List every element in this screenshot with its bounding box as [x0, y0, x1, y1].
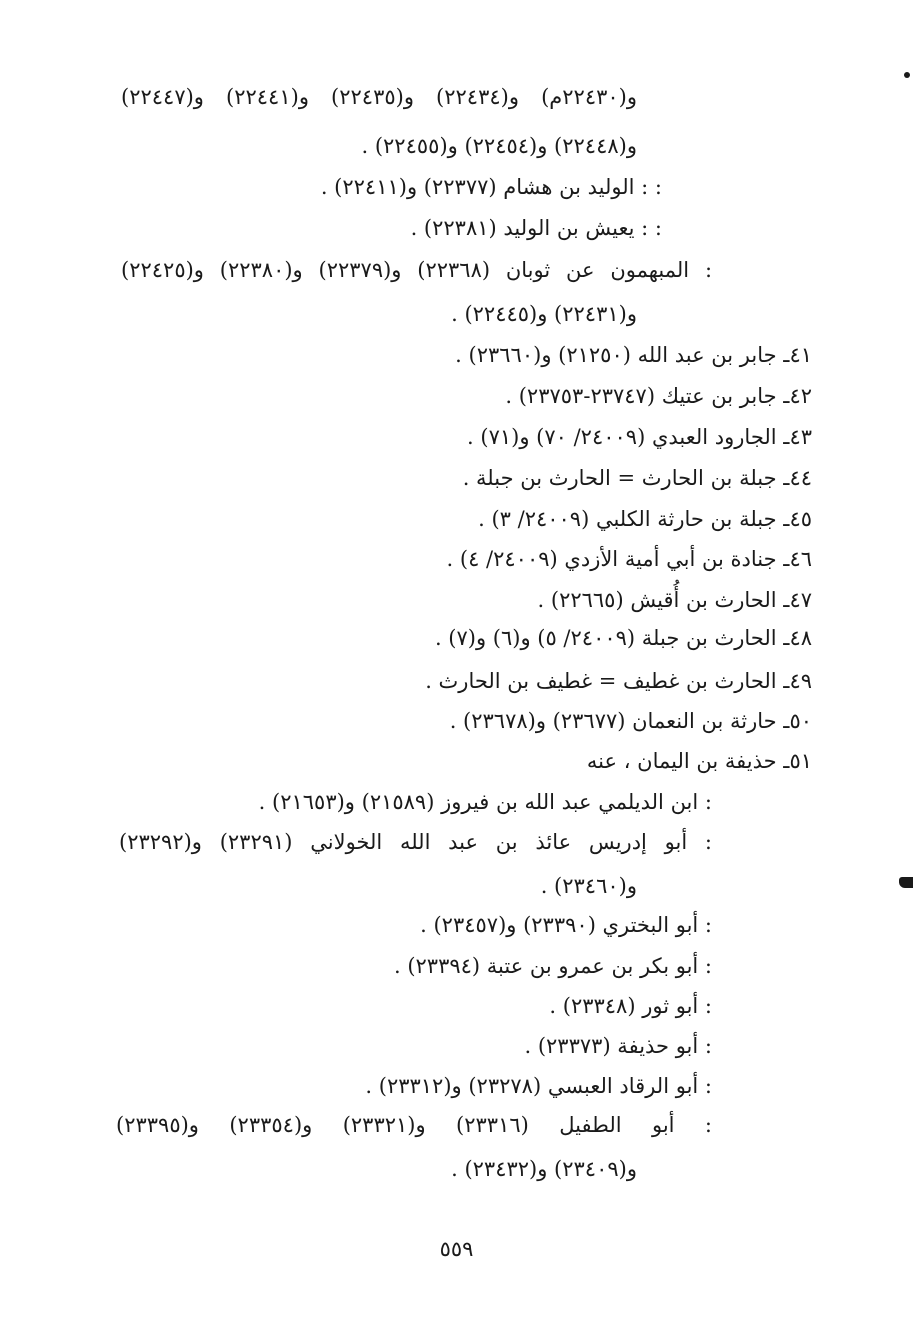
text-line: و(٢٢٤٤٨) و(٢٢٤٥٤) و(٢٢٤٥٥) .	[361, 134, 637, 158]
text-line: : : الوليد بن هشام (٢٢٣٧٧) و(٢٢٤١١) .	[320, 175, 662, 199]
text-line: و(٢٢٤٣٠م) و(٢٢٤٣٤) و(٢٢٤٣٥) و(٢٢٤٤١) و(٢٢٤٤٧)	[121, 85, 638, 109]
text-line: : أبو البختري (٢٣٣٩٠) و(٢٣٤٥٧) .	[420, 913, 712, 937]
text-line: : : يعيش بن الوليد (٢٢٣٨١) .	[410, 216, 662, 240]
text-line: و(٢٣٤٠٩) و(٢٣٤٣٢) .	[451, 1157, 637, 1181]
text-line: و(٢٢٤٣١) و(٢٢٤٤٥) .	[451, 302, 637, 326]
text-line: ٤٢ـ جابر بن عتيك (٢٣٧٤٧-٢٣٧٥٣) .	[505, 384, 812, 408]
text-line: ٤٤ـ جبلة بن الحارث = الحارث بن جبلة .	[462, 466, 812, 490]
text-line: ٥٠ـ حارثة بن النعمان (٢٣٦٧٧) و(٢٣٦٧٨) .	[449, 709, 812, 733]
scan-mark	[899, 877, 913, 888]
text-line: : المبهمون عن ثوبان (٢٢٣٦٨) و(٢٢٣٧٩) و(٢٢٣٨٠) و(٢٢٤٢٥)	[121, 258, 713, 282]
text-line: : أبو الرقاد العبسي (٢٣٢٧٨) و(٢٣٣١٢) .	[365, 1074, 712, 1098]
text-line: ٤٣ـ الجارود العبدي (٢٤٠٠٩/ ٧٠) و(٧١) .	[467, 425, 812, 449]
text-line: : ابن الديلمي عبد الله بن فيروز (٢١٥٨٩) و(٢١٦٥٣) .	[258, 790, 712, 814]
text-line: ٤٥ـ جبلة بن حارثة الكلبي (٢٤٠٠٩/ ٣) .	[478, 507, 812, 531]
text-line: ٥١ـ حذيفة بن اليمان ، عنه	[586, 749, 812, 773]
text-line: ٤٩ـ الحارث بن غطيف = غطيف بن الحارث .	[425, 669, 812, 693]
text-line: ٤١ـ جابر بن عبد الله (٢١٢٥٠) و(٢٣٦٦٠) .	[455, 343, 812, 367]
text-line: : أبو الطفيل (٢٣٣١٦) و(٢٣٣٢١) و(٢٣٣٥٤) و(٢٣٣٩٥)	[116, 1113, 712, 1137]
text-line: ٤٨ـ الحارث بن جبلة (٢٤٠٠٩/ ٥) و(٦) و(٧) .	[434, 626, 812, 650]
page-number: ٥٥٩	[439, 1237, 474, 1261]
text-line: : أبو حذيفة (٢٣٣٧٣) .	[524, 1034, 712, 1058]
text-line: ٤٦ـ جنادة بن أبي أمية الأزدي (٢٤٠٠٩/ ٤) .	[446, 547, 812, 571]
text-line: : أبو ثور (٢٣٣٤٨) .	[549, 994, 712, 1018]
text-line: و(٢٣٤٦٠) .	[540, 874, 637, 898]
text-line: ٤٧ـ الحارث بن أُقيش (٢٢٦٦٥) .	[537, 588, 812, 612]
scan-mark	[904, 72, 910, 78]
text-line: : أبو بكر بن عمرو بن عتبة (٢٣٣٩٤) .	[393, 954, 712, 978]
text-line: : أبو إدريس عائذ بن عبد الله الخولاني (٢٣٢٩١) و(٢٣٢٩٢)	[119, 830, 712, 854]
